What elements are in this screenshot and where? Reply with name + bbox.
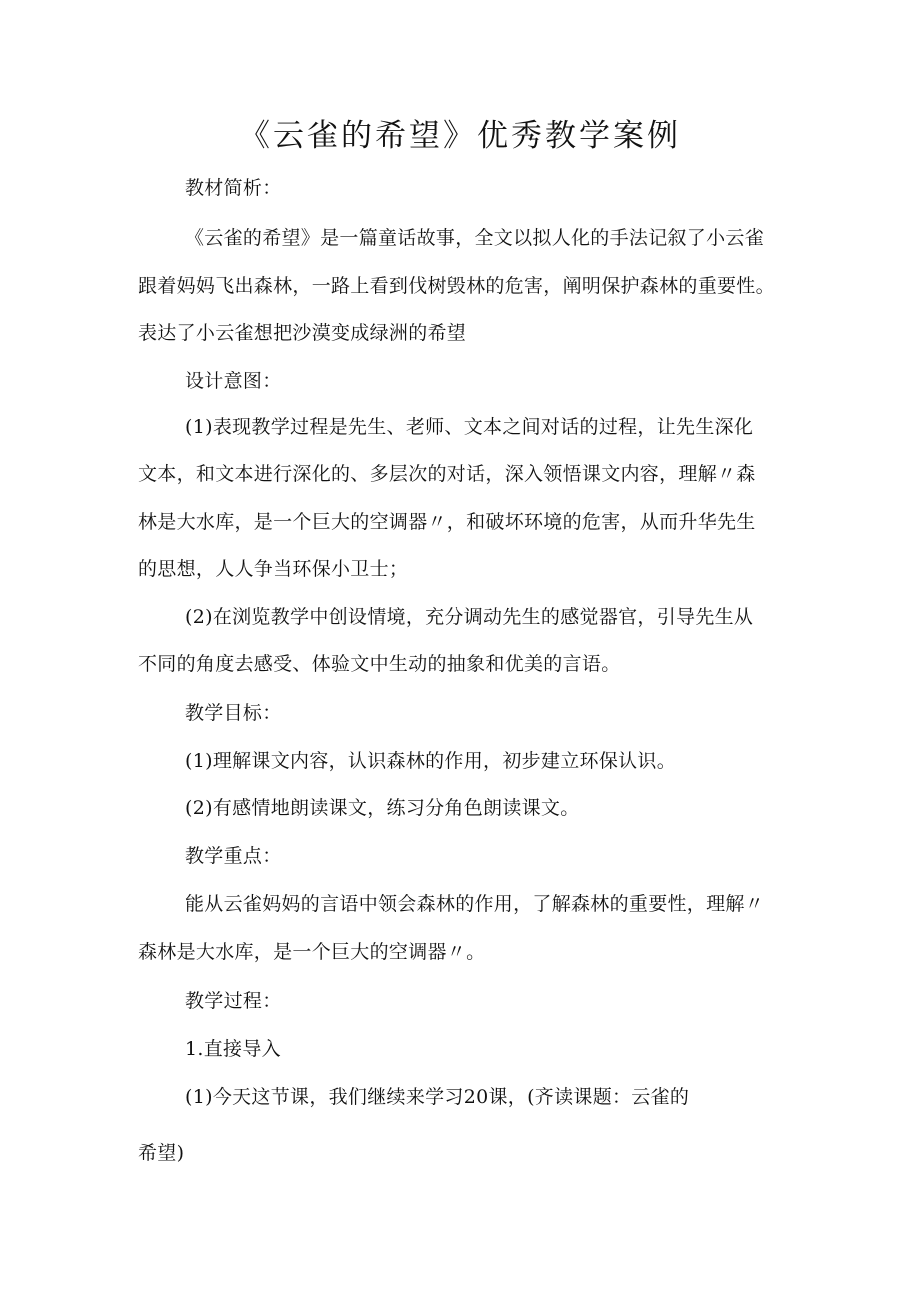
document-title: 《云雀的希望》优秀教学案例 — [239, 118, 681, 154]
paragraph-line: 林是大水库，是一个巨大的空调器〃，和破坏环境的危害，从而升华先生 — [138, 511, 756, 533]
paragraph-line: 能从云雀妈妈的言语中领会森林的作用，了解森林的重要性，理解〃 — [185, 893, 765, 915]
paragraph-line: 表达了小云雀想把沙漠变成绿洲的希望 — [138, 322, 467, 344]
paragraph-line: 森林是大水库，是一个巨大的空调器〃。 — [138, 941, 486, 963]
list-item: 1.直接导入 — [185, 1038, 281, 1060]
paragraph-line: 跟着妈妈飞出森林，一路上看到伐树毁林的危害，阐明保护森林的重要性。 — [138, 275, 775, 297]
paragraph-line: 《云雀的希望》是一篇童话故事，全文以拟人化的手法记叙了小云雀 — [185, 227, 765, 249]
paragraph-line: 希望) — [138, 1142, 185, 1164]
list-item: (2)有感情地朗读课文，练习分角色朗读课文。 — [185, 797, 580, 819]
paragraph-line: (1)表现教学过程是先生、老师、文本之间对话的过程，让先生深化 — [185, 416, 754, 438]
heading-teaching-focus: 教学重点： — [185, 845, 282, 867]
heading-teaching-process: 教学过程： — [185, 990, 282, 1012]
paragraph-line: 不同的角度去感受、体验文中生动的抽象和优美的言语。 — [138, 653, 621, 675]
paragraph-line: 文本，和文本进行深化的、多层次的对话，深入领悟课文内容，理解〃森 — [138, 463, 756, 485]
heading-teaching-goals: 教学目标： — [185, 702, 282, 724]
paragraph-line: (2)在浏览教学中创设情境，充分调动先生的感觉器官，引导先生从 — [185, 606, 754, 628]
paragraph-line: 的思想，人人争当环保小卫士； — [138, 558, 409, 580]
paragraph-line: (1)今天这节课，我们继续来学习20课，(齐读课题：云雀的 — [185, 1086, 690, 1108]
list-item: (1)理解课文内容，认识森林的作用，初步建立环保认识。 — [185, 750, 677, 772]
heading-textbook-analysis: 教材简析： — [185, 177, 282, 199]
heading-design-intent: 设计意图： — [185, 370, 282, 392]
